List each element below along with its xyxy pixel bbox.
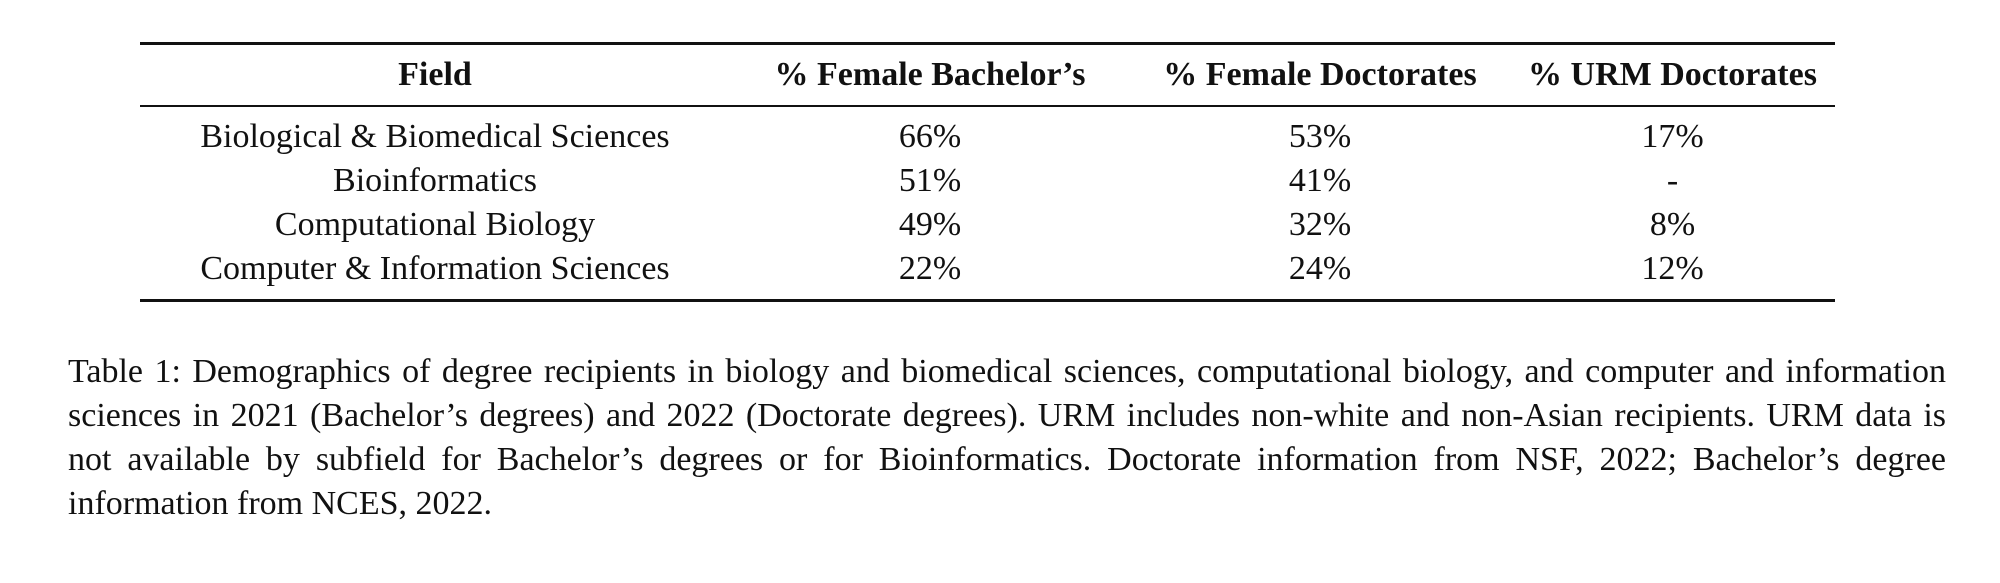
header-female-doctorates: % Female Doctorates: [1163, 56, 1477, 93]
cell-urm-doctorates: -: [1666, 162, 1679, 199]
cell-female-bachelors: 22%: [898, 250, 962, 287]
table-row: [140, 203, 1835, 247]
cell-urm-doctorates: 17%: [1641, 118, 1704, 155]
header-field: Field: [398, 56, 472, 93]
header-female-bachelors: % Female Bachelor’s: [774, 56, 1086, 93]
cell-field: Biological & Biomedical Sciences: [200, 118, 670, 155]
demographics-table: [140, 42, 1835, 302]
cell-female-doctorates: 41%: [1288, 162, 1352, 199]
table-row: [140, 106, 1835, 159]
table-body: [140, 106, 1835, 301]
cell-urm-doctorates: 12%: [1641, 250, 1704, 287]
table-row: [140, 247, 1835, 301]
cell-female-doctorates: 53%: [1288, 118, 1352, 155]
cell-field: Bioinformatics: [333, 162, 537, 199]
cell-field: Computational Biology: [274, 206, 596, 243]
table-header: [140, 44, 1835, 107]
cell-field: Computer & Information Sciences: [200, 250, 670, 287]
cell-female-doctorates: 32%: [1288, 206, 1352, 243]
table-row: [140, 159, 1835, 203]
cell-female-bachelors: 49%: [898, 206, 962, 243]
header-row: [140, 44, 1835, 107]
table-caption: Table 1: Demographics of degree recipients in biology and biomedical sciences, computational biology, and computer and information sciences in 2021 (Bachelor’s degrees) and 2022 (Doctorate degrees). URM includes non-white and non-Asian recipients. URM data is not available by subfield for Bachelor’s degrees or for Bioinformatics. Doctorate information from NSF, 2022; Bachelor’s degree information from NCES, 2022.: [68, 353, 1946, 522]
cell-female-bachelors: 66%: [898, 118, 962, 155]
header-urm-doctorates: % URM Doctorates: [1528, 56, 1817, 93]
cell-female-doctorates: 24%: [1288, 250, 1352, 287]
demographics-table-container: [140, 42, 1835, 302]
cell-urm-doctorates: 8%: [1649, 206, 1696, 243]
cell-female-bachelors: 51%: [898, 162, 962, 199]
